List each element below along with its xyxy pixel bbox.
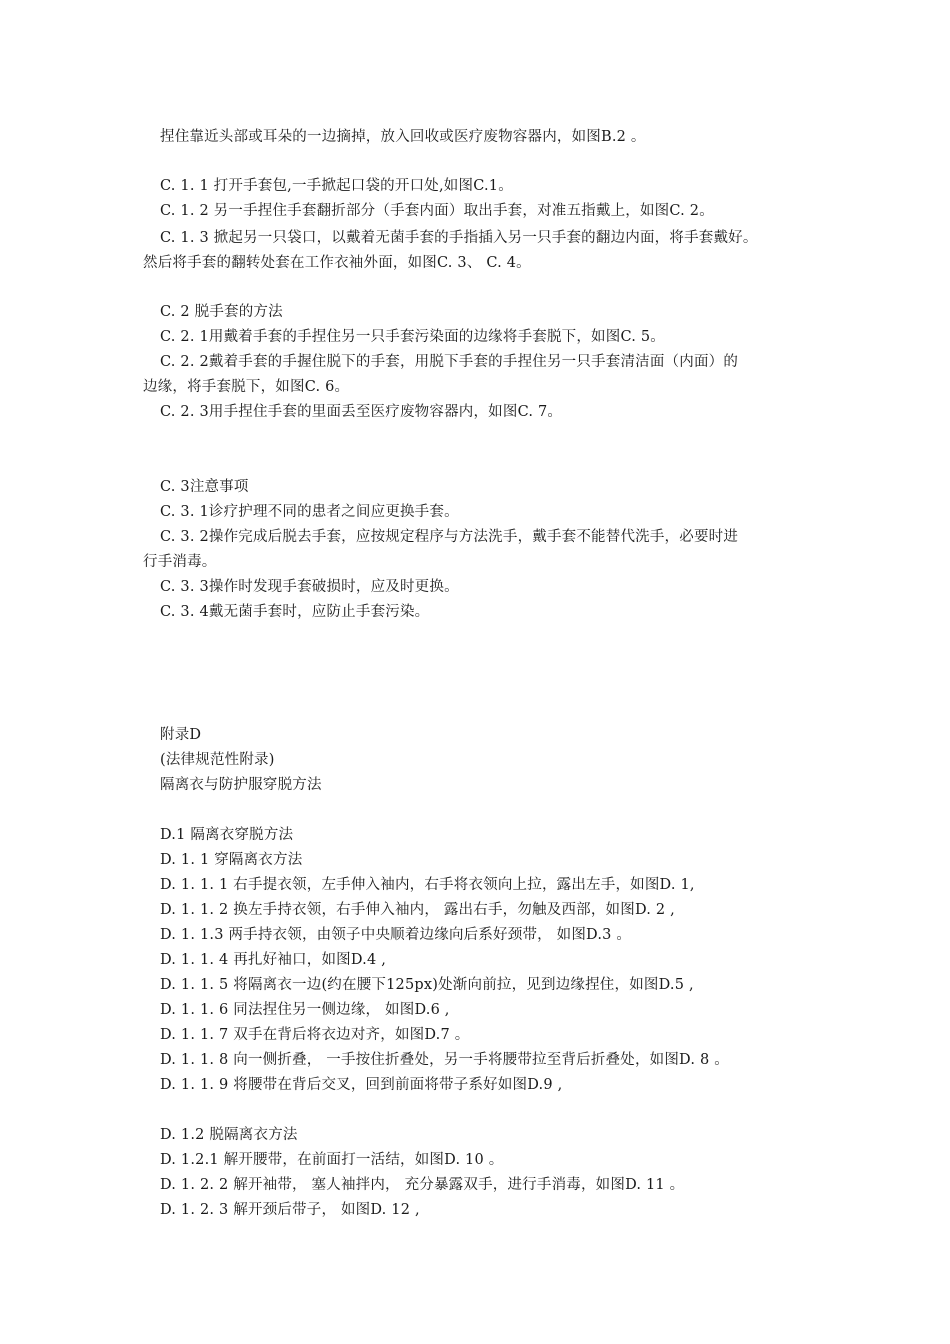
paragraph-c-3-4: C. 3. 4戴无菌手套时，应防止手套污染。: [160, 604, 430, 620]
section-d-1-title: D.1 隔离衣穿脱方法: [160, 827, 294, 843]
paragraph-c-3-2-cont: 行手消毒。: [143, 554, 217, 570]
intro-line: 捏住靠近头部或耳朵的一边摘掉，放入回收或医疗废物容器内，如图B.2 。: [160, 129, 646, 145]
paragraph-c-1-1: C. 1. 1 打开手套包,一手掀起口袋的开口处,如图C.1。: [160, 178, 513, 194]
section-c-3-title: C. 3注意事项: [160, 479, 249, 495]
section-d-1-1-title: D. 1. 1 穿隔离衣方法: [160, 852, 303, 868]
paragraph-d-1-1-7: D. 1. 1. 7 双手在背后将衣边对齐，如图D.7 。: [160, 1027, 470, 1043]
paragraph-c-3-3: C. 3. 3操作时发现手套破损时，应及时更换。: [160, 579, 459, 595]
paragraph-c-2-2-cont: 边缘，将手套脱下，如图C. 6。: [143, 379, 350, 395]
paragraph-c-1-3: C. 1. 3 掀起另一只袋口，以戴着无菌手套的手指插入另一只手套的翻边内面，将手套戴好。: [160, 230, 758, 246]
paragraph-d-1-1-9: D. 1. 1. 9 将腰带在背后交叉，回到前面将带子系好如图D.9 ,: [160, 1077, 563, 1093]
paragraph-d-1-1-8: D. 1. 1. 8 向一侧折叠， 一手按住折叠处，另一手将腰带拉至背后折叠处，如图D. 8 。: [160, 1052, 729, 1068]
paragraph-c-3-1: C. 3. 1诊疗护理不同的患者之间应更换手套。: [160, 504, 459, 520]
paragraph-c-1-3-cont: 然后将手套的翻转处套在工作衣袖外面，如图C. 3、 C. 4。: [143, 255, 531, 271]
paragraph-d-1-1-5: D. 1. 1. 5 将隔离衣一边(约在腰下125px)处渐向前拉，见到边缘捏住，如图D.5 ,: [160, 977, 694, 993]
section-c-2-title: C. 2 脱手套的方法: [160, 304, 283, 320]
paragraph-d-1-1-6: D. 1. 1. 6 同法捏住另一侧边缘， 如图D.6 ,: [160, 1002, 450, 1018]
paragraph-d-1-1-4: D. 1. 1. 4 再扎好袖口，如图D.4 ,: [160, 952, 387, 968]
paragraph-d-1-2-1: D. 1.2.1 解开腰带，在前面打一活结，如图D. 10 。: [160, 1152, 504, 1168]
paragraph-d-1-1-2: D. 1. 1. 2 换左手持衣领，右手伸入袖内， 露出右手，勿触及西部，如图D. 2 ,: [160, 902, 675, 918]
paragraph-d-1-1-3: D. 1. 1.3 两手持衣领，由领子中央顺着边缘向后系好颈带， 如图D.3 。: [160, 927, 632, 943]
paragraph-d-1-2-2: D. 1. 2. 2 解开袖带， 塞人袖拌内， 充分暴露双手，进行手消毒，如图D. 11 。: [160, 1177, 685, 1193]
paragraph-d-1-1-1: D. 1. 1. 1 右手提衣领，左手伸入袖内，右手将衣领向上拉，露出左手，如图D. 1,: [160, 877, 695, 893]
paragraph-c-2-2: C. 2. 2戴着手套的手握住脱下的手套，用脱下手套的手捏住另一只手套清洁面（内面）的: [160, 354, 739, 370]
paragraph-c-2-3: C. 2. 3用手捏住手套的里面丢至医疗废物容器内，如图C. 7。: [160, 404, 563, 420]
paragraph-c-2-1: C. 2. 1用戴着手套的手捏住另一只手套污染面的边缘将手套脱下，如图C. 5。: [160, 329, 665, 345]
appendix-type: (法律规范性附录): [160, 752, 275, 768]
appendix-title: 隔离衣与防护服穿脱方法: [160, 777, 322, 793]
paragraph-d-1-2-3: D. 1. 2. 3 解开颈后带子， 如图D. 12 ,: [160, 1202, 420, 1218]
section-d-1-2-title: D. 1.2 脱隔离衣方法: [160, 1127, 298, 1143]
appendix-label: 附录D: [160, 727, 202, 743]
paragraph-c-3-2: C. 3. 2操作完成后脱去手套，应按规定程序与方法洗手，戴手套不能替代洗手，必要时进: [160, 529, 739, 545]
paragraph-c-1-2: C. 1. 2 另一手捏住手套翻折部分（手套内面）取出手套，对准五指戴上，如图C. 2。: [160, 203, 714, 219]
